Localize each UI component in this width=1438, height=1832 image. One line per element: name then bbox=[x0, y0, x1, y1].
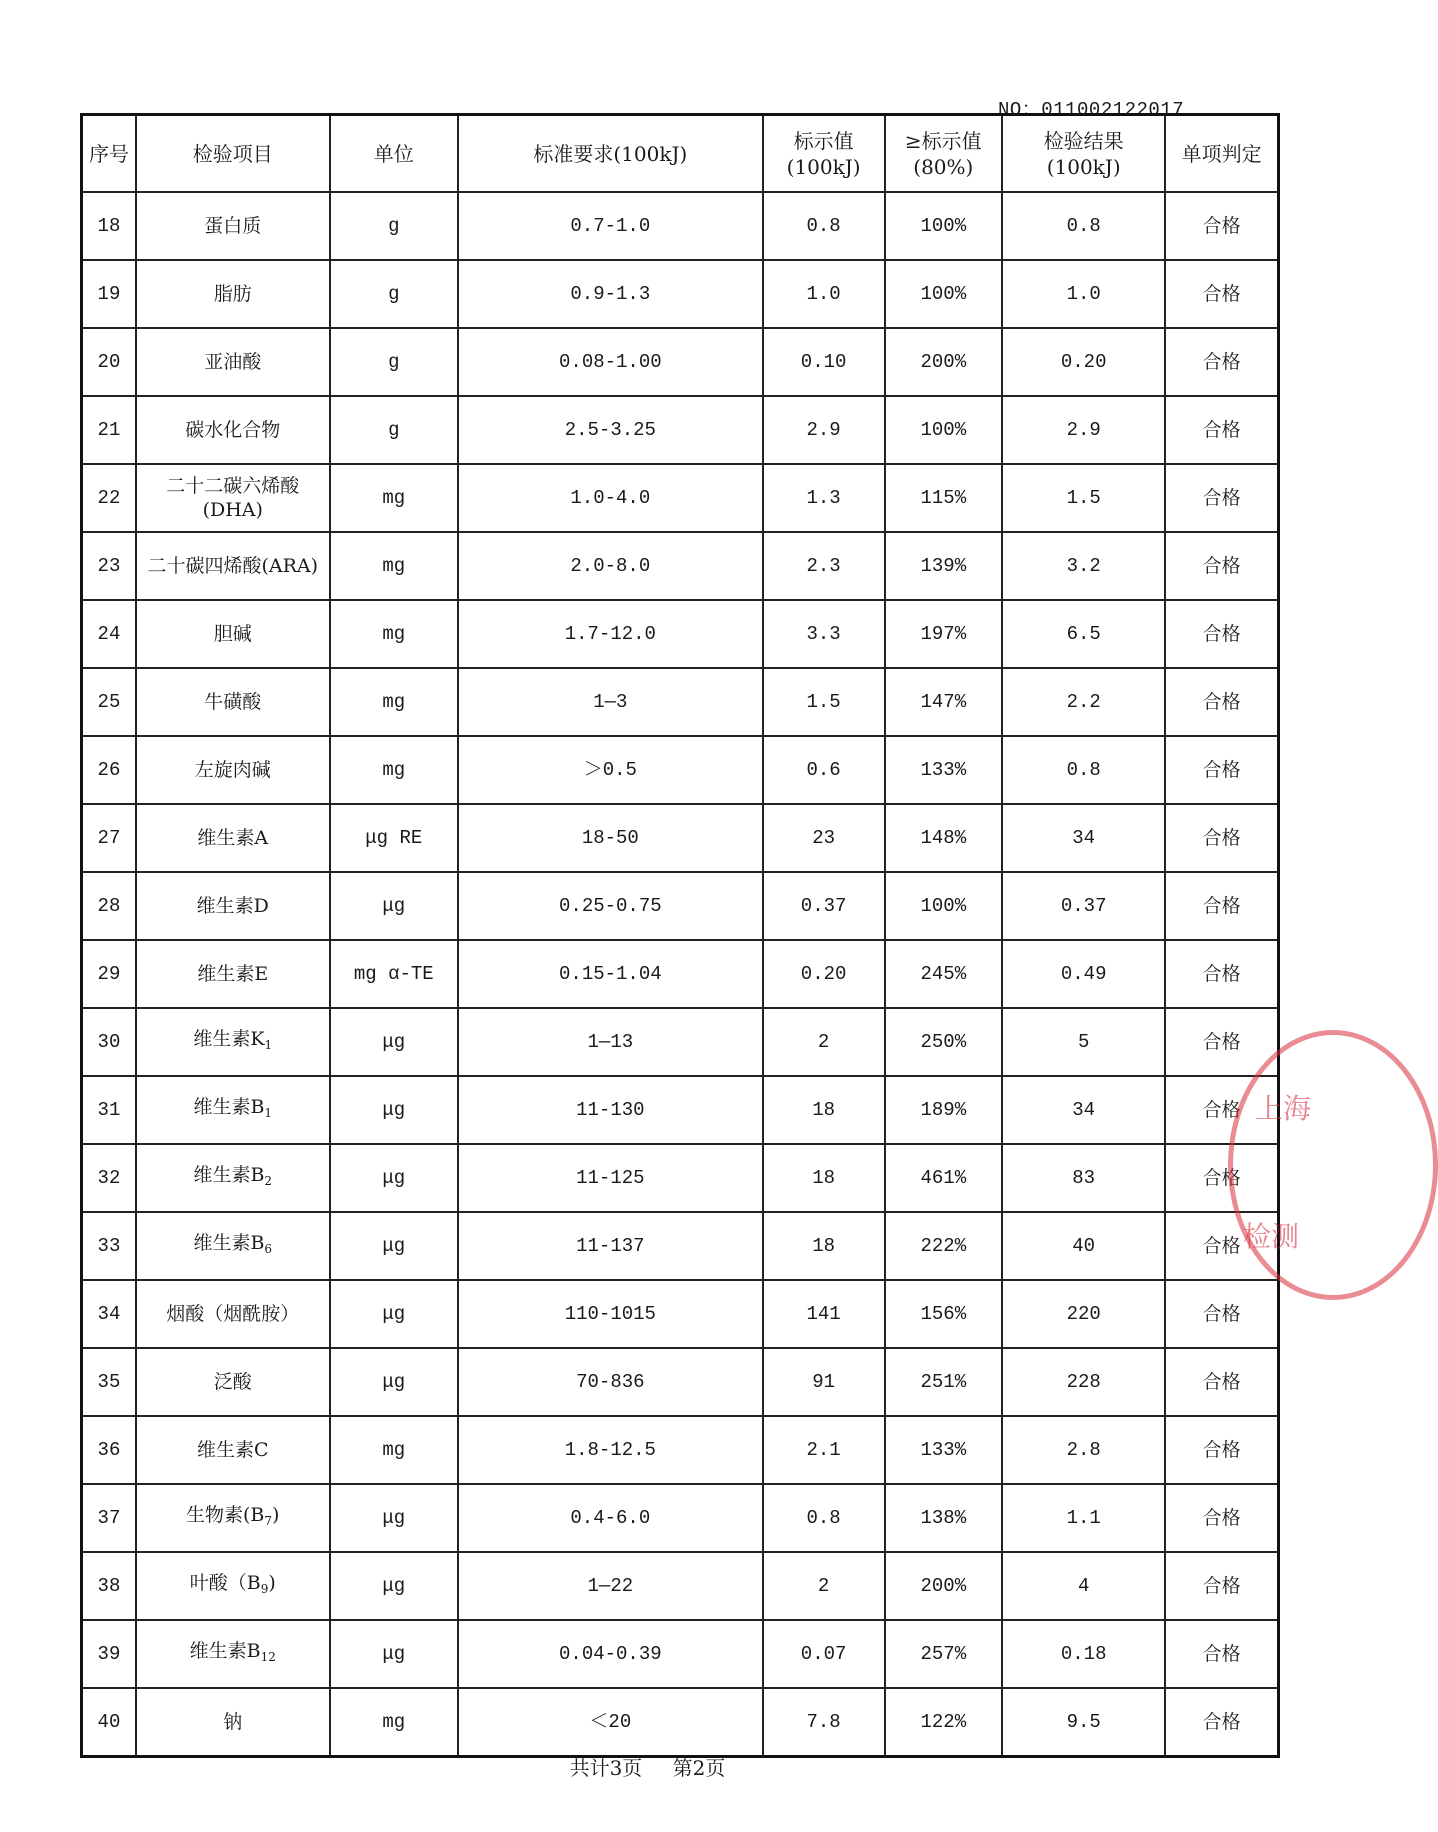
row-result: 34 bbox=[1002, 1076, 1165, 1144]
row-percent: 250% bbox=[885, 1008, 1003, 1076]
row-label-value: 2.9 bbox=[763, 396, 885, 464]
row-standard: 0.08-1.00 bbox=[458, 328, 763, 396]
row-item-suffix: ) bbox=[272, 1504, 280, 1526]
row-label-value: 1.5 bbox=[763, 668, 885, 736]
row-percent: 100% bbox=[885, 872, 1003, 940]
row-result: 83 bbox=[1002, 1144, 1165, 1212]
header-unit: 单位 bbox=[330, 115, 458, 193]
row-result: 2.9 bbox=[1002, 396, 1165, 464]
row-percent: 138% bbox=[885, 1484, 1003, 1552]
row-result: 9.5 bbox=[1002, 1688, 1165, 1757]
row-item-name: 胆碱 bbox=[213, 623, 252, 645]
row-result: 1.1 bbox=[1002, 1484, 1165, 1552]
row-percent: 139% bbox=[885, 532, 1003, 600]
row-standard: 11-137 bbox=[458, 1212, 763, 1280]
header-percent bbox=[885, 115, 1003, 193]
row-unit: mg bbox=[330, 736, 458, 804]
row-judgment: 合格 bbox=[1165, 260, 1278, 328]
header-result bbox=[1002, 115, 1165, 193]
row-seq: 38 bbox=[82, 1552, 136, 1620]
row-item bbox=[136, 1688, 330, 1757]
row-standard: 0.4-6.0 bbox=[458, 1484, 763, 1552]
row-item bbox=[136, 1144, 330, 1212]
row-item bbox=[136, 1076, 330, 1144]
inspection-results-table bbox=[80, 113, 1280, 1758]
row-label-value: 18 bbox=[763, 1144, 885, 1212]
seal-text-top: 上海 bbox=[1255, 1092, 1312, 1125]
row-label-value: 2 bbox=[763, 1552, 885, 1620]
row-item-name: 碳水化合物 bbox=[185, 419, 281, 441]
row-seq: 29 bbox=[82, 940, 136, 1008]
row-item bbox=[136, 1348, 330, 1416]
row-item-name: 二十二碳六烯酸 bbox=[166, 475, 300, 497]
row-standard: 11-125 bbox=[458, 1144, 763, 1212]
table-row bbox=[82, 1076, 1279, 1144]
row-item-subscript: 2 bbox=[264, 1174, 273, 1188]
table-row bbox=[82, 872, 1279, 940]
row-label-value: 0.6 bbox=[763, 736, 885, 804]
row-percent: 200% bbox=[885, 328, 1003, 396]
row-item bbox=[136, 328, 330, 396]
row-percent: 197% bbox=[885, 600, 1003, 668]
row-seq: 35 bbox=[82, 1348, 136, 1416]
table-row bbox=[82, 532, 1279, 600]
row-seq: 23 bbox=[82, 532, 136, 600]
row-seq: 31 bbox=[82, 1076, 136, 1144]
table-row bbox=[82, 1620, 1279, 1688]
row-unit: μg bbox=[330, 1552, 458, 1620]
row-item-name: 维生素B bbox=[189, 1640, 261, 1662]
row-result: 3.2 bbox=[1002, 532, 1165, 600]
table-row bbox=[82, 804, 1279, 872]
row-standard: 1.7-12.0 bbox=[458, 600, 763, 668]
row-label-value: 2.1 bbox=[763, 1416, 885, 1484]
row-item bbox=[136, 940, 330, 1008]
row-standard: 18-50 bbox=[458, 804, 763, 872]
row-judgment: 合格 bbox=[1165, 804, 1278, 872]
table-row bbox=[82, 600, 1279, 668]
row-judgment: 合格 bbox=[1165, 464, 1278, 532]
row-label-value: 1.0 bbox=[763, 260, 885, 328]
row-seq: 40 bbox=[82, 1688, 136, 1757]
row-result: 40 bbox=[1002, 1212, 1165, 1280]
row-standard: ＞0.5 bbox=[458, 736, 763, 804]
page-footer bbox=[0, 1752, 1295, 1781]
header-result-line1: 检验结果 bbox=[1043, 128, 1124, 153]
row-item-name: 生物素(B bbox=[186, 1504, 265, 1526]
row-percent: 245% bbox=[885, 940, 1003, 1008]
row-percent: 257% bbox=[885, 1620, 1003, 1688]
row-result: 34 bbox=[1002, 804, 1165, 872]
row-standard: 1.8-12.5 bbox=[458, 1416, 763, 1484]
row-percent: 122% bbox=[885, 1688, 1003, 1757]
row-item bbox=[136, 1620, 330, 1688]
row-label-value: 0.8 bbox=[763, 192, 885, 260]
row-judgment: 合格 bbox=[1165, 1076, 1278, 1144]
row-seq: 32 bbox=[82, 1144, 136, 1212]
row-result: 1.5 bbox=[1002, 464, 1165, 532]
row-seq: 24 bbox=[82, 600, 136, 668]
row-judgment: 合格 bbox=[1165, 1008, 1278, 1076]
table-body bbox=[82, 192, 1279, 1757]
row-percent: 115% bbox=[885, 464, 1003, 532]
row-standard: 110-1015 bbox=[458, 1280, 763, 1348]
row-unit: μg bbox=[330, 1280, 458, 1348]
row-judgment: 合格 bbox=[1165, 192, 1278, 260]
row-label-value: 91 bbox=[763, 1348, 885, 1416]
row-judgment: 合格 bbox=[1165, 396, 1278, 464]
row-judgment: 合格 bbox=[1165, 1144, 1278, 1212]
table-row bbox=[82, 1212, 1279, 1280]
table-row bbox=[82, 1348, 1279, 1416]
row-item-subscript: 12 bbox=[260, 1650, 276, 1664]
row-item-name: 维生素B bbox=[193, 1232, 265, 1254]
row-seq: 34 bbox=[82, 1280, 136, 1348]
row-item-name: 叶酸（B bbox=[189, 1572, 261, 1594]
row-standard: 0.04-0.39 bbox=[458, 1620, 763, 1688]
row-item bbox=[136, 1280, 330, 1348]
row-seq: 27 bbox=[82, 804, 136, 872]
header-result-line2: (100kJ) bbox=[1046, 154, 1121, 179]
row-judgment: 合格 bbox=[1165, 1552, 1278, 1620]
row-unit: mg bbox=[330, 1688, 458, 1757]
header-standard: 标准要求(100kJ) bbox=[458, 115, 763, 193]
current-page: 第2页 bbox=[672, 1756, 726, 1780]
row-result: 0.18 bbox=[1002, 1620, 1165, 1688]
row-standard: ＜20 bbox=[458, 1688, 763, 1757]
row-item-name: 维生素A bbox=[197, 827, 269, 849]
table-row bbox=[82, 328, 1279, 396]
row-result: 228 bbox=[1002, 1348, 1165, 1416]
row-item-subscript: 9 bbox=[260, 1582, 269, 1596]
row-label-value: 23 bbox=[763, 804, 885, 872]
row-unit: g bbox=[330, 328, 458, 396]
row-result: 220 bbox=[1002, 1280, 1165, 1348]
row-result: 0.8 bbox=[1002, 736, 1165, 804]
row-item-name: 维生素B bbox=[193, 1096, 265, 1118]
row-item bbox=[136, 396, 330, 464]
row-item-line2: (DHA) bbox=[202, 499, 263, 521]
row-item-name: 维生素K bbox=[193, 1028, 265, 1050]
row-label-value: 0.07 bbox=[763, 1620, 885, 1688]
row-item bbox=[136, 464, 330, 532]
row-item-subscript: 7 bbox=[264, 1514, 273, 1528]
row-judgment: 合格 bbox=[1165, 1280, 1278, 1348]
row-seq: 22 bbox=[82, 464, 136, 532]
row-item-name: 钠 bbox=[223, 1711, 243, 1733]
row-item-name: 泛酸 bbox=[213, 1371, 252, 1393]
row-standard: 70-836 bbox=[458, 1348, 763, 1416]
row-label-value: 3.3 bbox=[763, 600, 885, 668]
table-header-row bbox=[82, 115, 1279, 193]
header-label-value bbox=[763, 115, 885, 193]
table-row bbox=[82, 1280, 1279, 1348]
row-item bbox=[136, 804, 330, 872]
row-label-value: 0.10 bbox=[763, 328, 885, 396]
row-unit: g bbox=[330, 396, 458, 464]
row-judgment: 合格 bbox=[1165, 736, 1278, 804]
row-item bbox=[136, 1416, 330, 1484]
header-percent-line2: (80%) bbox=[913, 154, 974, 179]
row-item-name: 维生素B bbox=[193, 1164, 265, 1186]
table-row bbox=[82, 1688, 1279, 1757]
row-item-name: 脂肪 bbox=[213, 283, 252, 305]
row-standard: 2.5-3.25 bbox=[458, 396, 763, 464]
table-row bbox=[82, 1552, 1279, 1620]
table-row bbox=[82, 192, 1279, 260]
row-unit: mg bbox=[330, 532, 458, 600]
row-item-subscript: 6 bbox=[264, 1242, 273, 1256]
row-unit: μg bbox=[330, 872, 458, 940]
row-result: 5 bbox=[1002, 1008, 1165, 1076]
row-item bbox=[136, 260, 330, 328]
row-standard: 1—13 bbox=[458, 1008, 763, 1076]
row-unit: μg bbox=[330, 1008, 458, 1076]
row-standard: 0.9-1.3 bbox=[458, 260, 763, 328]
row-judgment: 合格 bbox=[1165, 872, 1278, 940]
row-item bbox=[136, 668, 330, 736]
row-item-name: 二十碳四烯酸(ARA) bbox=[147, 555, 319, 577]
row-seq: 37 bbox=[82, 1484, 136, 1552]
row-percent: 133% bbox=[885, 736, 1003, 804]
row-unit: μg bbox=[330, 1484, 458, 1552]
row-unit: mg α-TE bbox=[330, 940, 458, 1008]
row-unit: mg bbox=[330, 668, 458, 736]
row-item-subscript: 1 bbox=[264, 1106, 273, 1120]
row-standard: 2.0-8.0 bbox=[458, 532, 763, 600]
row-percent: 251% bbox=[885, 1348, 1003, 1416]
row-item-name: 左旋肉碱 bbox=[194, 759, 271, 781]
row-label-value: 0.37 bbox=[763, 872, 885, 940]
total-pages: 共计3页 bbox=[569, 1756, 643, 1780]
row-standard: 0.25-0.75 bbox=[458, 872, 763, 940]
row-standard: 0.15-1.04 bbox=[458, 940, 763, 1008]
row-judgment: 合格 bbox=[1165, 1416, 1278, 1484]
row-item-name: 牛磺酸 bbox=[204, 691, 262, 713]
row-percent: 200% bbox=[885, 1552, 1003, 1620]
header-label-value-line1: 标示值 bbox=[793, 128, 854, 153]
row-unit: μg bbox=[330, 1144, 458, 1212]
row-item-name: 亚油酸 bbox=[204, 351, 262, 373]
row-result: 0.37 bbox=[1002, 872, 1165, 940]
row-item bbox=[136, 192, 330, 260]
row-percent: 156% bbox=[885, 1280, 1003, 1348]
row-result: 0.8 bbox=[1002, 192, 1165, 260]
row-seq: 25 bbox=[82, 668, 136, 736]
table-row bbox=[82, 464, 1279, 532]
row-judgment: 合格 bbox=[1165, 1484, 1278, 1552]
row-item-name: 蛋白质 bbox=[204, 215, 262, 237]
row-standard: 1.0-4.0 bbox=[458, 464, 763, 532]
row-item-suffix: ) bbox=[268, 1572, 276, 1594]
row-result: 0.49 bbox=[1002, 940, 1165, 1008]
row-judgment: 合格 bbox=[1165, 1212, 1278, 1280]
row-item bbox=[136, 1212, 330, 1280]
row-standard: 1—3 bbox=[458, 668, 763, 736]
row-unit: μg bbox=[330, 1620, 458, 1688]
row-item bbox=[136, 1552, 330, 1620]
row-unit: mg bbox=[330, 600, 458, 668]
row-unit: g bbox=[330, 260, 458, 328]
header-label-value-line2: (100kJ) bbox=[786, 154, 861, 179]
row-item bbox=[136, 872, 330, 940]
header-judgment: 单项判定 bbox=[1165, 115, 1278, 193]
row-judgment: 合格 bbox=[1165, 1620, 1278, 1688]
row-percent: 461% bbox=[885, 1144, 1003, 1212]
row-unit: μg bbox=[330, 1212, 458, 1280]
header-seq: 序号 bbox=[82, 115, 136, 193]
table-row bbox=[82, 1144, 1279, 1212]
row-percent: 100% bbox=[885, 396, 1003, 464]
row-seq: 36 bbox=[82, 1416, 136, 1484]
row-seq: 33 bbox=[82, 1212, 136, 1280]
row-standard: 11-130 bbox=[458, 1076, 763, 1144]
row-item bbox=[136, 1008, 330, 1076]
row-seq: 20 bbox=[82, 328, 136, 396]
row-seq: 21 bbox=[82, 396, 136, 464]
table-row bbox=[82, 1484, 1279, 1552]
row-item bbox=[136, 532, 330, 600]
row-item-name: 维生素D bbox=[196, 895, 269, 917]
row-percent: 222% bbox=[885, 1212, 1003, 1280]
row-percent: 148% bbox=[885, 804, 1003, 872]
seal-text-bottom: 检测 bbox=[1243, 1220, 1300, 1253]
row-judgment: 合格 bbox=[1165, 668, 1278, 736]
row-label-value: 141 bbox=[763, 1280, 885, 1348]
row-standard: 0.7-1.0 bbox=[458, 192, 763, 260]
row-standard: 1—22 bbox=[458, 1552, 763, 1620]
row-judgment: 合格 bbox=[1165, 1688, 1278, 1757]
row-result: 6.5 bbox=[1002, 600, 1165, 668]
row-judgment: 合格 bbox=[1165, 600, 1278, 668]
row-seq: 30 bbox=[82, 1008, 136, 1076]
row-judgment: 合格 bbox=[1165, 940, 1278, 1008]
row-percent: 147% bbox=[885, 668, 1003, 736]
row-result: 4 bbox=[1002, 1552, 1165, 1620]
row-unit: g bbox=[330, 192, 458, 260]
row-result: 0.20 bbox=[1002, 328, 1165, 396]
row-item-name: 维生素C bbox=[196, 1439, 269, 1461]
row-judgment: 合格 bbox=[1165, 532, 1278, 600]
row-judgment: 合格 bbox=[1165, 328, 1278, 396]
row-percent: 189% bbox=[885, 1076, 1003, 1144]
row-seq: 39 bbox=[82, 1620, 136, 1688]
row-judgment: 合格 bbox=[1165, 1348, 1278, 1416]
row-unit: μg bbox=[330, 1348, 458, 1416]
row-unit: mg bbox=[330, 1416, 458, 1484]
row-label-value: 2.3 bbox=[763, 532, 885, 600]
table-row bbox=[82, 260, 1279, 328]
row-seq: 18 bbox=[82, 192, 136, 260]
row-result: 1.0 bbox=[1002, 260, 1165, 328]
row-label-value: 2 bbox=[763, 1008, 885, 1076]
row-label-value: 18 bbox=[763, 1212, 885, 1280]
table-row bbox=[82, 1416, 1279, 1484]
row-item bbox=[136, 600, 330, 668]
table-row bbox=[82, 668, 1279, 736]
row-seq: 26 bbox=[82, 736, 136, 804]
row-unit: mg bbox=[330, 464, 458, 532]
header-item: 检验项目 bbox=[136, 115, 330, 193]
header-percent-line1: ≥标示值 bbox=[904, 128, 982, 153]
row-item-subscript: 1 bbox=[264, 1038, 273, 1052]
row-result: 2.8 bbox=[1002, 1416, 1165, 1484]
row-percent: 133% bbox=[885, 1416, 1003, 1484]
row-seq: 19 bbox=[82, 260, 136, 328]
table-row bbox=[82, 1008, 1279, 1076]
row-percent: 100% bbox=[885, 260, 1003, 328]
row-result: 2.2 bbox=[1002, 668, 1165, 736]
table-row bbox=[82, 396, 1279, 464]
row-label-value: 7.8 bbox=[763, 1688, 885, 1757]
row-item-name: 烟酸（烟酰胺） bbox=[166, 1303, 300, 1325]
row-seq: 28 bbox=[82, 872, 136, 940]
row-percent: 100% bbox=[885, 192, 1003, 260]
table-row bbox=[82, 940, 1279, 1008]
table-row bbox=[82, 736, 1279, 804]
row-label-value: 0.8 bbox=[763, 1484, 885, 1552]
row-label-value: 1.3 bbox=[763, 464, 885, 532]
row-label-value: 0.20 bbox=[763, 940, 885, 1008]
row-item bbox=[136, 1484, 330, 1552]
row-label-value: 18 bbox=[763, 1076, 885, 1144]
row-item-name: 维生素E bbox=[197, 963, 269, 985]
row-item bbox=[136, 736, 330, 804]
row-unit: μg RE bbox=[330, 804, 458, 872]
row-unit: μg bbox=[330, 1076, 458, 1144]
report-number: NO：011002122017 bbox=[998, 99, 1185, 121]
